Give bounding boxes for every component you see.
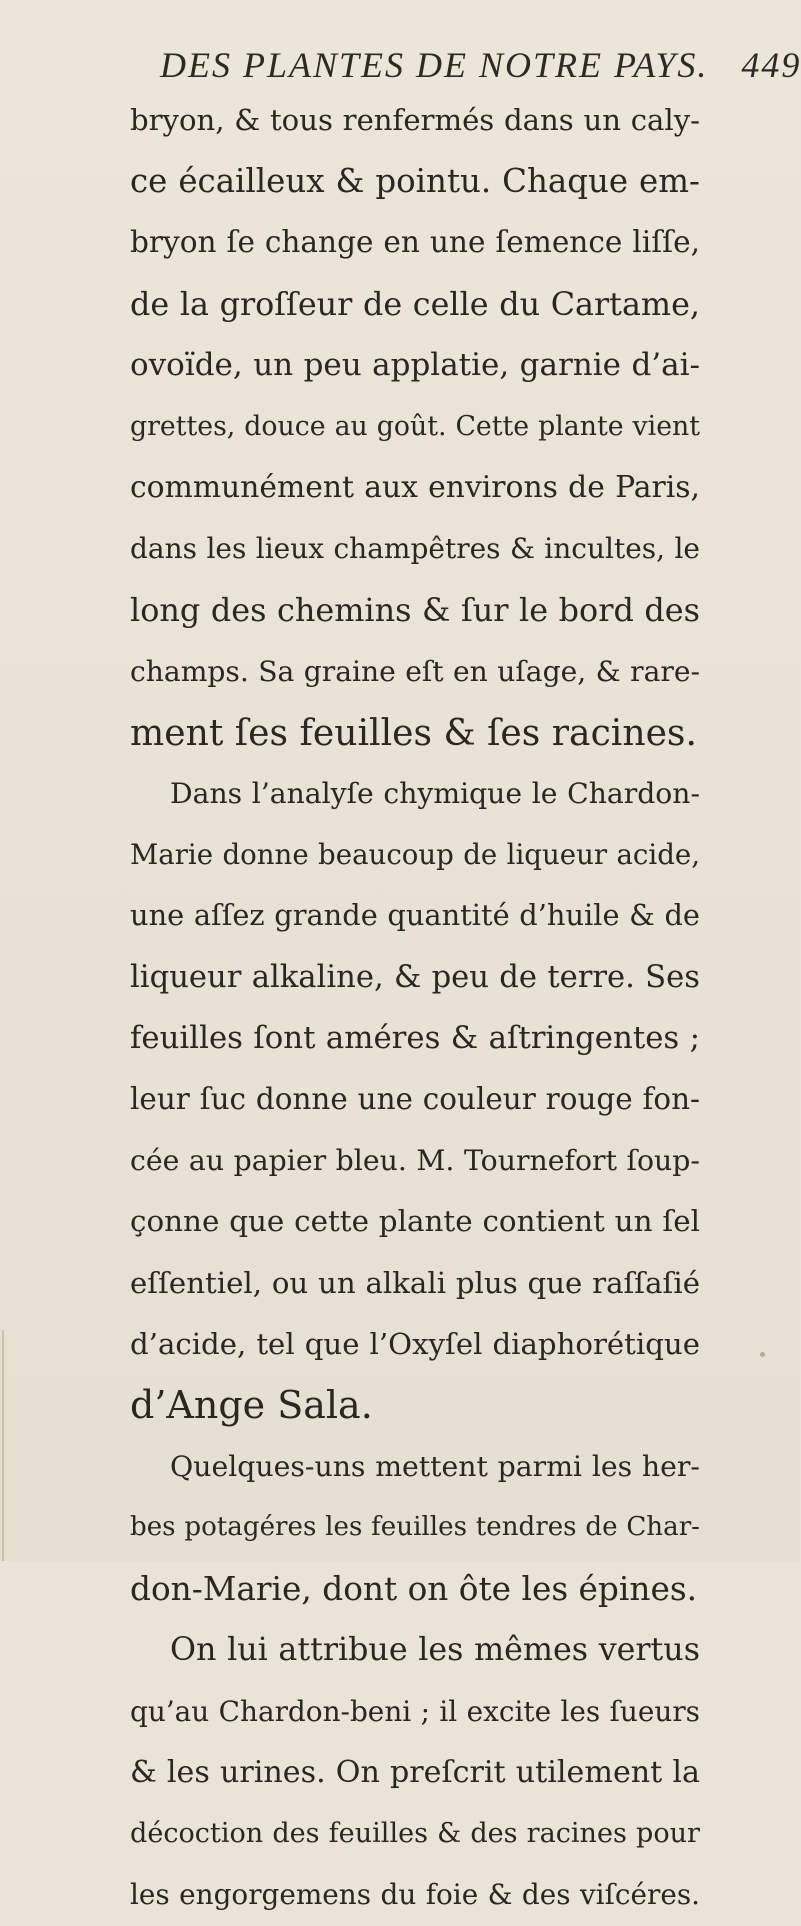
- text-line: bes potagéres les feuilles tendres de Char-: [130, 1512, 700, 1543]
- running-title: DES PLANTES DE NOTRE PAYS.: [160, 45, 709, 85]
- text-line: long des chemins & ſur le bord des: [130, 590, 700, 629]
- text-line: don-Marie, dont on ôte les épines.: [130, 1569, 698, 1608]
- text-line: ovoïde, un peu applatie, garnie d’ai-: [130, 346, 700, 383]
- text-line: cée au papier bleu. M. Tournefort ſoup-: [130, 1144, 700, 1178]
- text-line: ce écailleux & pointu. Chaque em-: [130, 162, 700, 201]
- text-line: eſſentiel, ou un alkali plus que raſſaſié: [130, 1265, 700, 1300]
- text-line: çonne que cette plante contient un ſel: [130, 1204, 700, 1239]
- text-line: leur ſuc donne une couleur rouge fon-: [130, 1082, 700, 1116]
- text-line: grettes, douce au goût. Cette plante vient: [130, 410, 700, 442]
- text-line: & les urines. On preſcrit utilement la: [130, 1755, 700, 1791]
- page-number: 449: [741, 45, 801, 85]
- text-line: liqueur alkaline, & peu de terre. Ses: [130, 959, 700, 995]
- body-text: [130, 90, 700, 1926]
- text-line: d’acide, tel que l’Oxyſel diaphorétique: [130, 1326, 700, 1361]
- text-line: Marie donne beaucoup de liqueur acide,: [130, 838, 700, 872]
- text-line: bryon ſe change en une ſemence liſſe,: [130, 225, 700, 260]
- text-line: bryon, & tous renfermés dans un caly-: [130, 103, 700, 137]
- text-line: Quelques-uns mettent parmi les her-: [170, 1450, 700, 1484]
- text-line: feuilles ſont améres & aſtringentes ;: [130, 1019, 700, 1056]
- text-line: décoction des feuilles & des racines pour: [130, 1818, 700, 1850]
- text-line: d’Ange Sala.: [130, 1382, 373, 1427]
- text-line: ment ſes feuilles & ſes racines.: [130, 710, 697, 754]
- text-line: communément aux environs de Paris,: [130, 470, 700, 506]
- text-line: de la groſſeur de celle du Cartame,: [130, 284, 700, 323]
- text-line: Dans l’analyſe chymique le Chardon-: [170, 777, 700, 811]
- paper-speck: [760, 1352, 765, 1357]
- running-head: [160, 42, 801, 88]
- text-line: les engorgemens du foie & des viſcéres.: [130, 1878, 700, 1912]
- text-line: On lui attribue les mêmes vertus: [170, 1631, 700, 1668]
- text-line: champs. Sa graine eſt en uſage, & rare-: [130, 654, 700, 688]
- page-edge-shadow: [2, 1330, 4, 1561]
- text-line: qu’au Chardon-beni ; il excite les ſueurs: [130, 1694, 700, 1728]
- text-line: dans les lieux champêtres & incultes, le: [130, 532, 700, 566]
- text-line: une aſſez grande quantité d’huile & de: [130, 898, 700, 933]
